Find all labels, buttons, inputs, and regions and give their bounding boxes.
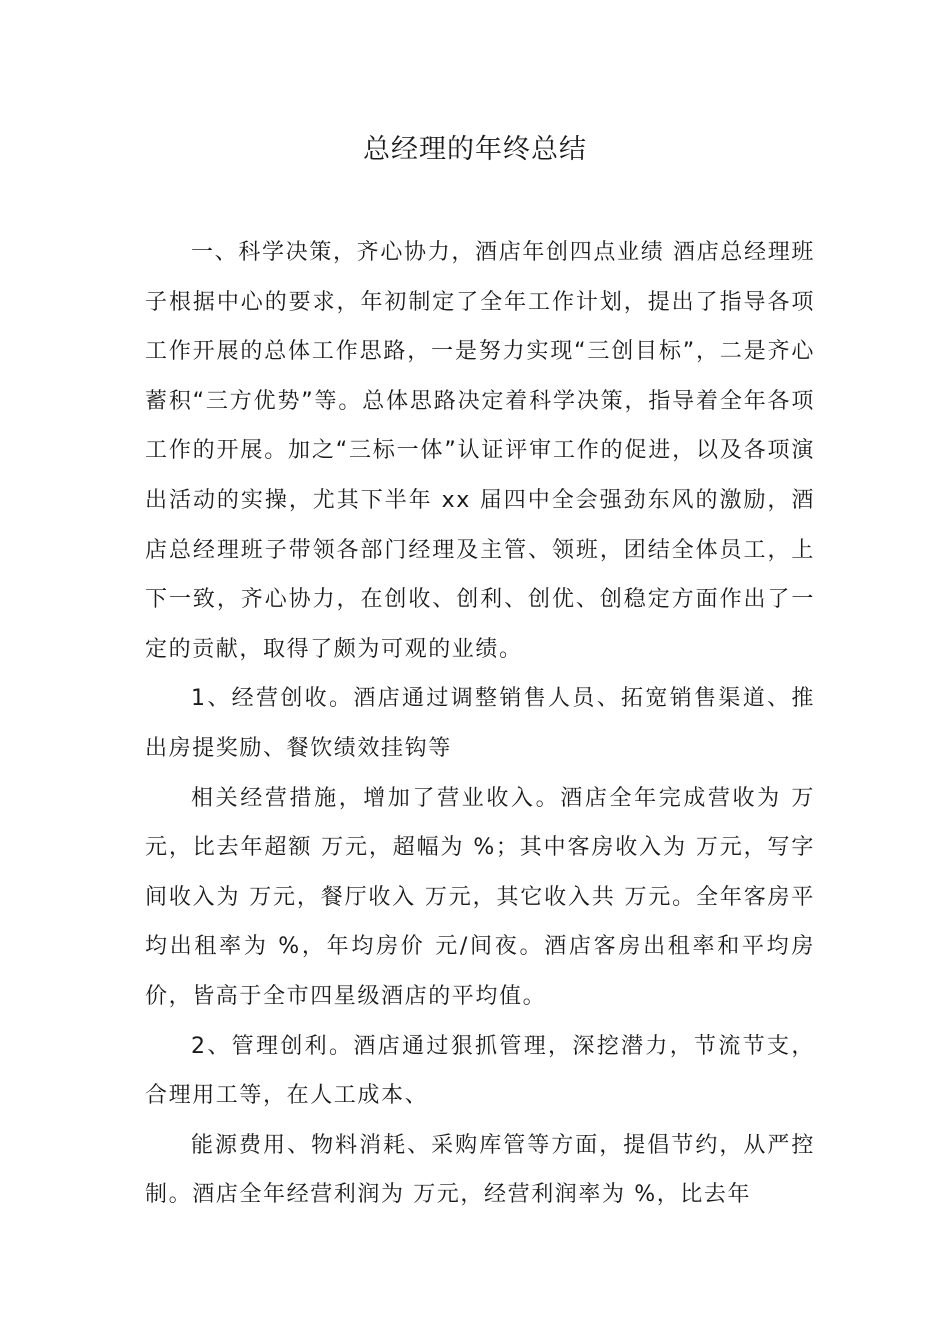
document-title: 总经理的年终总结 bbox=[363, 134, 587, 165]
paragraph-profit-details: 能源费用、物料消耗、采购库管等方面，提倡节约，从严控制。酒店全年经营利润为 万元，经营利润率为 %，比去年 bbox=[145, 1132, 815, 1208]
document-body bbox=[145, 228, 815, 1220]
paragraph-revenue-details: 相关经营措施，增加了营业收入。酒店全年完成营收为 万元，比去年超额 万元，超幅为 %；其中客房收入为 万元，写字间收入为 万元，餐厅收入 万元，其它收入共 万元。全年客房平均出租率为 %，年均房价 元/间夜。酒店客房出租率和平均房价，皆高于全市四星级酒店的平均值。 bbox=[145, 785, 815, 1009]
paragraph-decision: 一、科学决策，齐心协力，酒店年创四点业绩 酒店总经理班子根据中心的要求，年初制定了全年工作计划，提出了指导各项工作开展的总体工作思路，一是努力实现“三创目标”，二是齐心蓄积“三方优势”等。总体思路决定着科学决策，指导着全年各项工作的开展。加之“三标一体”认证评审工作的促进，以及各项演出活动的实操，尤其下半年 xx 届四中全会强劲东风的激励，酒店总经理班子带领各部门经理及主管、领班，团结全体员工，上下一致，齐心协力，在创收、创利、创优、创稳定方面作出了一定的贡献，取得了颇为可观的业绩。 bbox=[145, 240, 815, 662]
paragraph-profit-intro: 2、管理创利。酒店通过狠抓管理，深挖潜力，节流节支，合理用工等，在人工成本、 bbox=[145, 1033, 815, 1109]
paragraph-revenue-intro: 1、经营创收。酒店通过调整销售人员、拓宽销售渠道、推出房提奖励、餐饮绩效挂钩等 bbox=[145, 686, 815, 761]
